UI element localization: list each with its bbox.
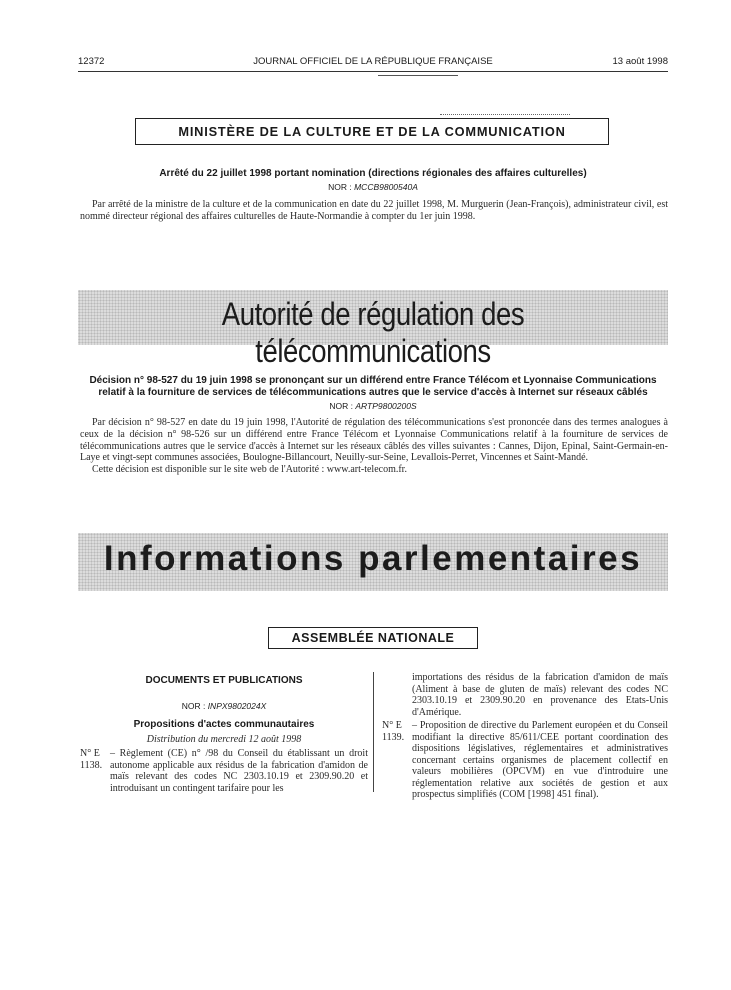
assembly-title-box bbox=[268, 627, 478, 649]
left-column bbox=[80, 675, 368, 794]
journal-title: JOURNAL OFFICIEL DE LA RÉPUBLIQUE FRANÇAISE bbox=[253, 56, 493, 67]
entry-e1138 bbox=[80, 748, 368, 794]
decision-paragraph: Par décision n° 98-527 en date du 19 juin 1998, l'Autorité de régulation des télécommunications s'est prononcée dans des termes analogues à ceux de la décision n° 98-526 sur un différend entre France Télécom et Lyonnaise Communications relatif à la fourniture de services de télécommunications autres que le service d'accès à Internet sur les réseaux câblés des villes suivantes : Cannes, Dijon, Epinal, Saint-Germain-en-Laye et vingt-sept communes associées, Boulogne-Billancourt, Neuilly-sur-Seine, Levallois-Perret, Vincennes et Saint-Mandé. bbox=[80, 417, 668, 464]
arcep-banner-title: Autorité de régulation des télécommunications bbox=[221, 296, 525, 369]
ministry-title: MINISTÈRE DE LA CULTURE ET DE LA COMMUNICATION bbox=[178, 124, 566, 139]
decree-nor bbox=[78, 182, 668, 192]
decision-title-line2: relatif à la fourniture de services de télécommunications autres que le service d'accès à Internet sur réseaux câblés bbox=[98, 387, 648, 398]
issue-date: 13 août 1998 bbox=[612, 56, 668, 67]
decree-text bbox=[80, 199, 668, 223]
parliament-banner bbox=[78, 533, 668, 591]
column-divider bbox=[373, 672, 374, 792]
nor-label: NOR : bbox=[329, 401, 353, 411]
entry-number: N° E 1139. bbox=[382, 720, 405, 743]
ministry-title-box bbox=[135, 118, 609, 145]
nor-code: MCCB9800540A bbox=[354, 182, 418, 192]
ministry-top-dotted-line bbox=[440, 114, 570, 115]
entry-text: – Proposition de directive du Parlement européen et du Conseil modifiant la directive 85/611/CEE portant coordination des dispositions législatives, réglementaires et administratives concernant certains organismes de placement collectif en valeurs mobilières (OPCVM) en vue d'introduire une réglementation relative aux sociétés de gestion et aux prospectus simplifiés (COM [1998] 451 final). bbox=[412, 720, 668, 800]
right-column bbox=[382, 672, 668, 801]
decision-web-paragraph: Cette décision est disponible sur le site web de l'Autorité : www.art-telecom.fr. bbox=[92, 464, 407, 476]
nor-code: ARTP9800200S bbox=[355, 401, 417, 411]
distribution-date: Distribution du mercredi 12 août 1998 bbox=[146, 734, 302, 745]
entry-number: N° E 1138. bbox=[80, 748, 103, 771]
nor-label: NOR : bbox=[328, 182, 352, 192]
page-number: 12372 bbox=[78, 56, 105, 67]
decision-nor bbox=[78, 401, 668, 411]
propositions-heading: Propositions d'actes communautaires bbox=[133, 719, 315, 730]
nor-code: INPX9802024X bbox=[207, 701, 267, 711]
decree-paragraph: Par arrêté de la ministre de la culture et de la communication en date du 22 juillet 1998, M. Murguerin (Jean-François), administrateur civil, est nommé directeur régional des affaires culturelles de Haute-Normandie à compter du 1er juin 1998. bbox=[80, 199, 668, 222]
header-subrule bbox=[378, 75, 458, 76]
decision-text bbox=[80, 417, 668, 476]
entry-text: – Règlement (CE) n° /98 du Conseil du établissant un droit autonome applicable aux résidus de la fabrication d'amidon de maïs relevant des codes NC 2303.10.19 et 2309.90.20 et introduisant un contingent tarifaire pour les bbox=[110, 748, 368, 794]
arcep-banner bbox=[78, 290, 668, 369]
nor-label: NOR : bbox=[181, 701, 206, 711]
entry-e1138-continuation: importations des résidus de la fabrication d'amidon de maïs (Aliment à base de gluten de maïs) relevant des codes NC 2303.10.19 et 2309.90.20 en provenance des Etats-Unis d'Amérique. bbox=[412, 672, 668, 718]
docs-heading: DOCUMENTS ET PUBLICATIONS bbox=[145, 675, 303, 686]
decision-title-line1: Décision n° 98-527 du 19 juin 1998 se prononçant sur un différend entre France Télécom et Lyonnaise Communications bbox=[89, 375, 657, 386]
assembly-title: ASSEMBLÉE NATIONALE bbox=[291, 631, 455, 645]
header-rule bbox=[78, 71, 668, 72]
parliament-banner-title: Informations parlementaires bbox=[103, 539, 643, 578]
docs-nor bbox=[80, 701, 368, 711]
decree-title: Arrêté du 22 juillet 1998 portant nomination (directions régionales des affaires culturelles) bbox=[159, 168, 587, 179]
entry-e1139 bbox=[382, 720, 668, 801]
